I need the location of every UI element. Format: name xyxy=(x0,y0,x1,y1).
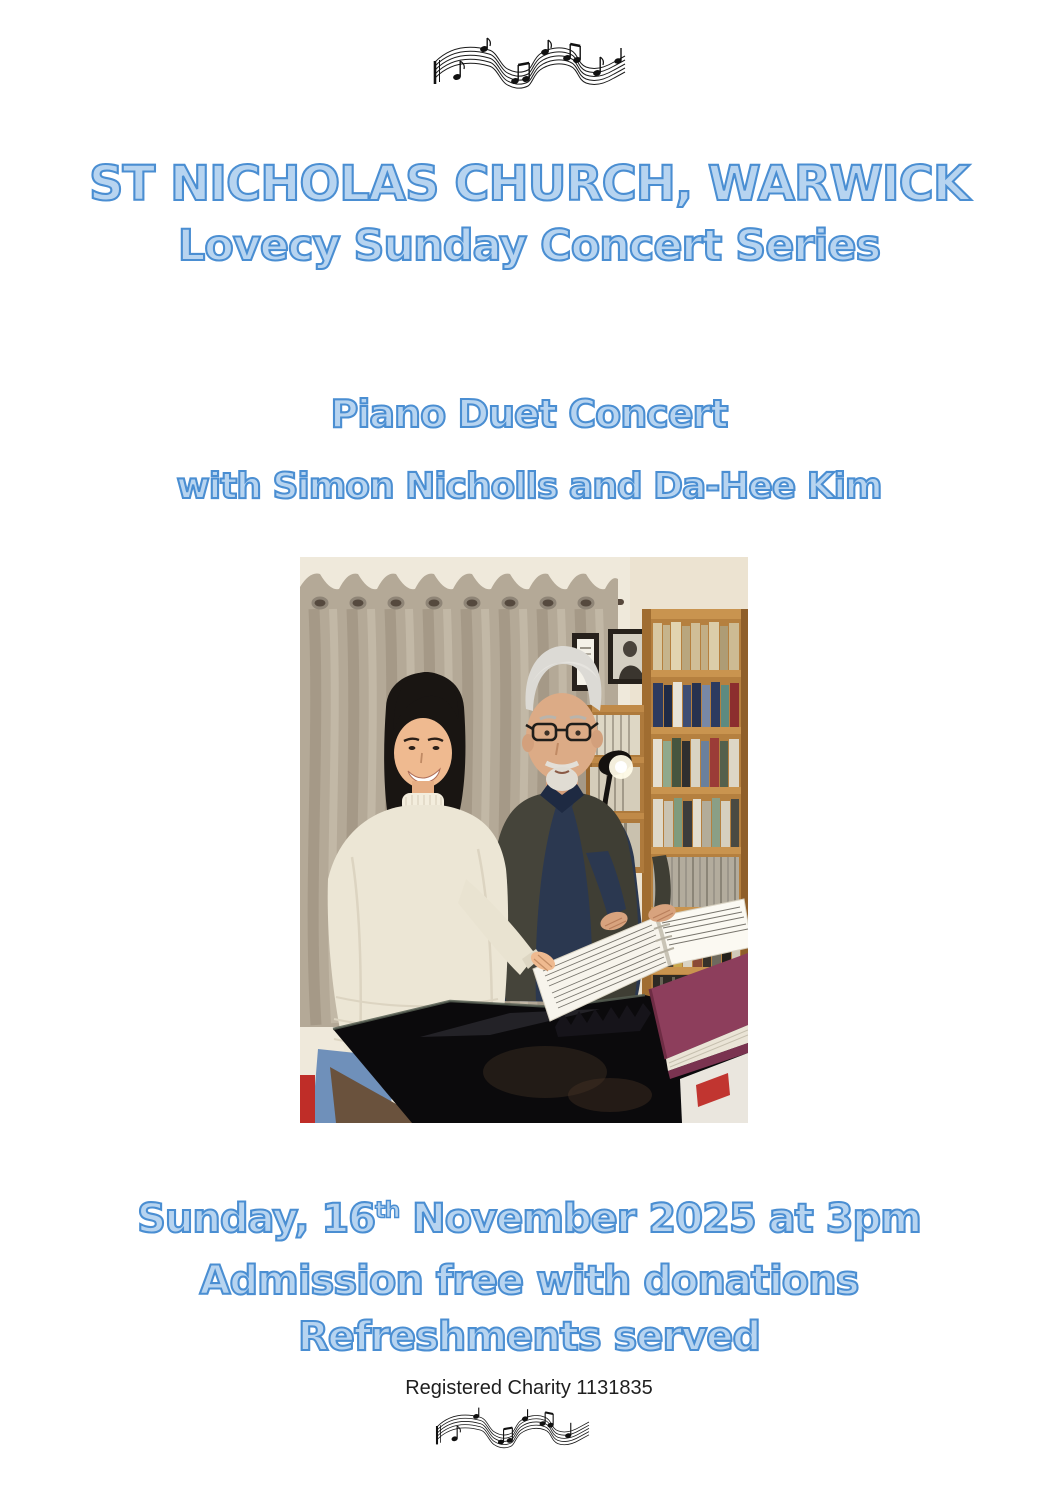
event-date-line xyxy=(0,1196,1058,1242)
music-notes-bottom-icon xyxy=(424,1406,602,1454)
books-row-4 xyxy=(653,798,739,847)
red-bag xyxy=(300,1075,315,1123)
date-ordinal: th xyxy=(375,1198,400,1224)
charity-registration: Registered Charity 1131835 xyxy=(405,1377,653,1399)
music-notes-top-icon xyxy=(427,36,633,96)
books-row-2 xyxy=(653,682,739,727)
church-title: ST NICHOLAS CHURCH, WARWICK xyxy=(88,156,970,212)
series-title: Lovecy Sunday Concert Series xyxy=(177,221,881,271)
books-row-1 xyxy=(653,622,739,670)
event-date-prefix: Sunday, 16 xyxy=(137,1196,376,1242)
event-date-suffix: November 2025 at 3pm xyxy=(399,1196,921,1242)
concert-title: Piano Duet Concert xyxy=(330,392,728,436)
performers-line: with Simon Nicholls and Da-Hee Kim xyxy=(176,466,882,507)
refreshments-line: Refreshments served xyxy=(297,1314,761,1360)
books-row-3 xyxy=(653,738,739,787)
admission-line: Admission free with donations xyxy=(199,1258,859,1304)
concert-photo xyxy=(300,557,748,1123)
